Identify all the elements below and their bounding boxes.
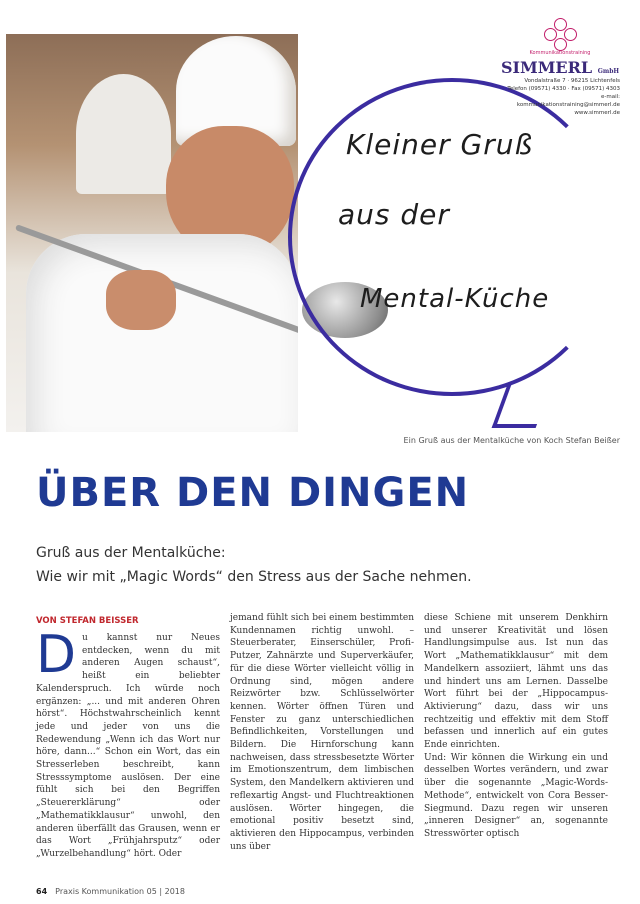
chef-hand xyxy=(106,270,176,330)
dropcap: D xyxy=(36,625,77,685)
column-3-text-2: Und: Wir können die Wirkung ein und desselben Wortes verändern, und zwar über die sogenannte „Magic-Words-Methode“, entwickelt von Cora Besser-Siegmund. Dazu regen wir unseren „inneren Designer“ an, sogenannte Stresswörter optisch xyxy=(424,752,608,839)
article-column-2 xyxy=(230,612,414,853)
subheadline-line1: Gruß aus der Mentalküche: xyxy=(36,545,226,561)
subheadline-line2: Wie wir mit „Magic Words“ den Stress aus der Sache nehmen. xyxy=(36,569,472,585)
company-logo xyxy=(500,18,620,117)
article-column-1 xyxy=(36,625,220,861)
background-chef-hat xyxy=(76,74,171,194)
logo-address: Vondalstraße 7 · 96215 Lichtenfels Telefon (09571) 4330 · Fax (09571) 4303 e-mail: kommunikationstraining@simmerl.de www.simmerl.de xyxy=(507,78,620,116)
speech-bubble-tail xyxy=(492,382,553,428)
logo-flower-icon xyxy=(544,18,576,50)
logo-name: SIMMERL GmbH xyxy=(500,58,620,77)
publication-name: Praxis Kommunikation 05 | 2018 xyxy=(55,887,185,896)
page-number: 64 xyxy=(36,887,48,896)
bubble-text-line2: aus der xyxy=(338,198,450,231)
bubble-text-line1: Kleiner Gruß xyxy=(346,128,534,161)
page-footer xyxy=(36,887,185,896)
bubble-text-line3: Mental-Küche xyxy=(360,284,550,314)
chef-photo xyxy=(6,34,298,432)
chef-coat xyxy=(26,234,298,432)
byline: VON STEFAN BEISSER xyxy=(36,616,139,626)
column-3-text-1: diese Schiene mit unserem Denkhirn und unserer Kreativität und lösen Handlungsimpulse aus. Ist nun das Wort „Mathematikklausur“ mit dem Mandelkern assoziiert, lähmt uns das und hindert uns am Lernen. Dasselbe Wort führt bei der „Hippocampus-Aktivierung“ dazu, dass wir uns rechtzeitig und effektiv mit dem Stoff befassen und innerlich auf ein gutes Ende einrichten. xyxy=(424,613,608,751)
photo-caption: Ein Gruß aus der Mentalküche von Koch Stefan Beißer xyxy=(403,436,620,445)
article-column-3 xyxy=(424,612,608,841)
logo-tagline: Kommunikationstraining xyxy=(529,50,591,56)
column-2-text: jemand fühlt sich bei einem bestimmten Kundennamen richtig unwohl. – Steuerberater, Einserschüler, Profi-Putzer, Zahnärzte und Superverkäufer, für die diese Wörter vielleicht völlig in Ordnung sind, mögen andere Reizwörter bzw. Schlüsselwörter kennen. Wörter öffnen Türen und Fenster zu ganz unterschiedlichen Befindlichkeiten, Vorstellungen und Bildern. Die Hirnforschung kann nachweisen, dass stressbesetzte Wörter im Emotionszentrum, dem limbischen System, den Mandelkern aktivieren und reflexartig Angst- und Fluchtreaktionen auslösen. Wörter hingegen, die emotional positiv besetzt sind, aktivieren den Hippocampus, verbinden uns über xyxy=(230,613,414,852)
headline: ÜBER DEN DINGEN xyxy=(36,470,470,516)
speech-bubble xyxy=(288,78,616,396)
column-1-text: u kannst nur Neues entdecken, wenn du mit anderen Augen schaust“, heißt ein beliebter Kalenderspruch. Ich würde noch ergänzen: „... und mit anderen Ohren hörst“. Höchstwahrscheinlich kennt jede und jeder von uns die Redewendung „Wenn ich das Wort nur höre, dann...“ Schon ein Wort, das ein Stresserleben beschreibt, kann Stresssymptome auslösen. Der eine fühlt sich bei den Begriffen „Steuererklärung“ oder „Mathematikklausur“ unwohl, den anderen überfällt das Grausen, wenn er das Wort „Frühjahrsputz“ oder „Wurzelbehandlung“ hört. Oder xyxy=(36,633,220,859)
